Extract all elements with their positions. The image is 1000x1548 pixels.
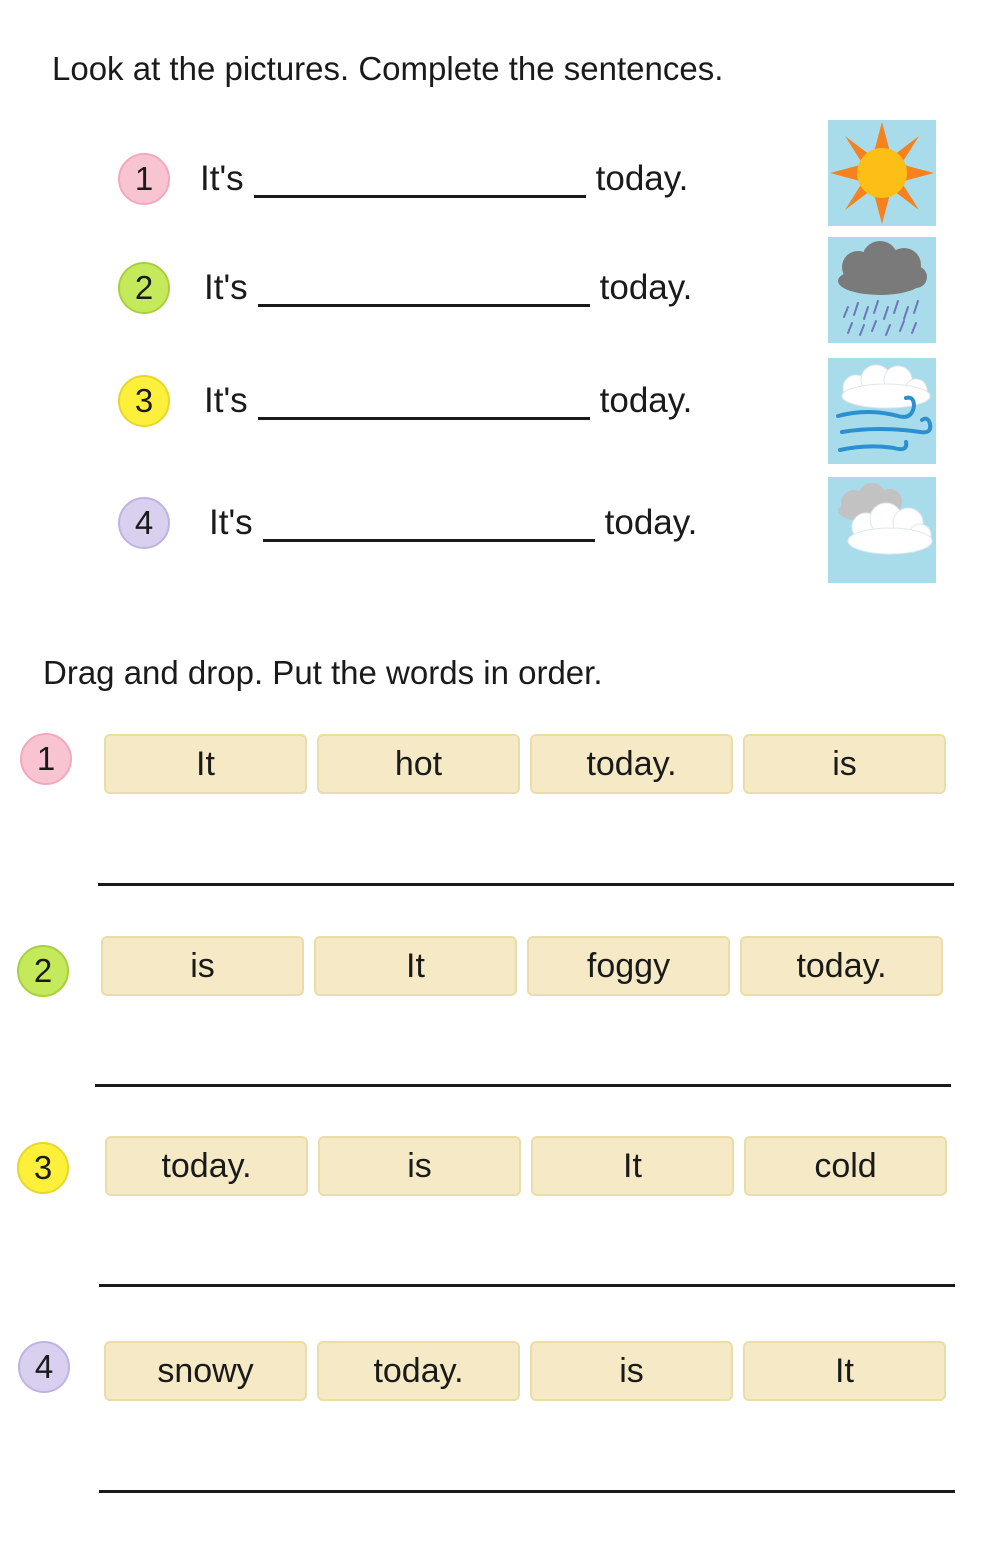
- word-tile[interactable]: is: [530, 1341, 733, 1401]
- sentence-4: [209, 497, 697, 549]
- rain-cloud-icon: [828, 237, 936, 343]
- sentence-suffix: today.: [604, 503, 698, 542]
- sentence-2: [204, 262, 692, 314]
- word-bank-2: [101, 936, 943, 996]
- drop-line-1[interactable]: [98, 883, 954, 886]
- sun-icon: [828, 120, 936, 226]
- word-tile[interactable]: It: [104, 734, 307, 794]
- clouds-icon: [828, 477, 936, 583]
- word-tile[interactable]: It: [743, 1341, 946, 1401]
- number-badge-4: 4: [118, 497, 170, 549]
- word-bank-4: [104, 1341, 946, 1401]
- word-tile[interactable]: snowy: [104, 1341, 307, 1401]
- word-tile[interactable]: is: [743, 734, 946, 794]
- number-badge-2: 2: [17, 945, 69, 997]
- answer-blank-1[interactable]: [254, 161, 586, 198]
- sentence-prefix: It's: [200, 159, 244, 198]
- word-tile[interactable]: is: [318, 1136, 521, 1196]
- sentence-3: [204, 375, 692, 427]
- instruction-complete-sentences: Look at the pictures. Complete the sentences.: [52, 50, 724, 87]
- answer-blank-3[interactable]: [258, 383, 590, 420]
- number-badge-1: 1: [118, 153, 170, 205]
- word-tile[interactable]: hot: [317, 734, 520, 794]
- drop-line-2[interactable]: [95, 1084, 951, 1087]
- drop-line-3[interactable]: [99, 1284, 955, 1287]
- word-tile[interactable]: is: [101, 936, 304, 996]
- number-badge-3: 3: [17, 1142, 69, 1194]
- word-bank-1: [104, 734, 946, 794]
- drop-line-4[interactable]: [99, 1490, 955, 1493]
- word-tile[interactable]: It: [314, 936, 517, 996]
- word-bank-3: [105, 1136, 947, 1196]
- number-badge-3: 3: [118, 375, 170, 427]
- word-tile[interactable]: today.: [105, 1136, 308, 1196]
- word-tile[interactable]: today.: [740, 936, 943, 996]
- answer-blank-2[interactable]: [258, 270, 590, 307]
- word-tile[interactable]: It: [531, 1136, 734, 1196]
- word-tile[interactable]: today.: [317, 1341, 520, 1401]
- number-badge-1: 1: [20, 733, 72, 785]
- sentence-prefix: It's: [204, 381, 248, 420]
- wind-icon: [828, 358, 936, 464]
- sentence-1: [200, 153, 688, 205]
- word-tile[interactable]: today.: [530, 734, 733, 794]
- answer-blank-4[interactable]: [263, 505, 595, 542]
- sentence-suffix: today.: [595, 159, 689, 198]
- sentence-prefix: It's: [209, 503, 253, 542]
- number-badge-2: 2: [118, 262, 170, 314]
- word-tile[interactable]: foggy: [527, 936, 730, 996]
- sentence-suffix: today.: [599, 268, 693, 307]
- instruction-drag-and-drop: Drag and drop. Put the words in order.: [43, 654, 603, 691]
- sentence-suffix: today.: [599, 381, 693, 420]
- word-tile[interactable]: cold: [744, 1136, 947, 1196]
- number-badge-4: 4: [18, 1341, 70, 1393]
- sentence-prefix: It's: [204, 268, 248, 307]
